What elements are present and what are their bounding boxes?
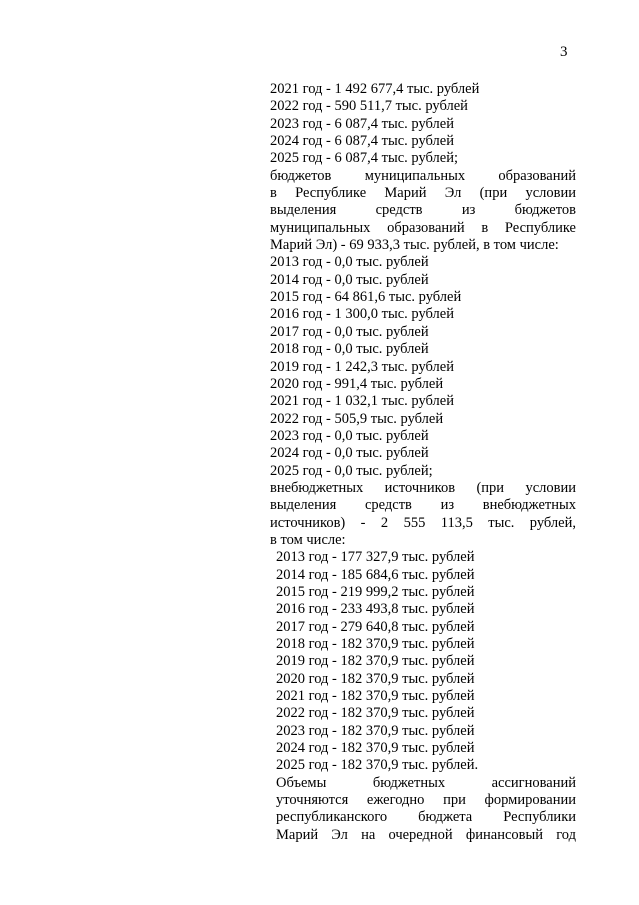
year-line: 2025 год - 182 370,9 тыс. рублей. xyxy=(276,757,479,774)
year-line: 2023 год - 0,0 тыс. рублей xyxy=(270,427,429,444)
paragraph-line: бюджетов муниципальных образований xyxy=(270,167,576,184)
year-line: 2016 год - 1 300,0 тыс. рублей xyxy=(270,306,454,323)
page-number: 3 xyxy=(560,44,568,60)
year-line: 2021 год - 182 370,9 тыс. рублей xyxy=(276,688,475,705)
paragraph-line: муниципальных образований в Республике xyxy=(270,219,576,236)
paragraph-line: Объемы бюджетных ассигнований xyxy=(276,774,576,791)
year-line: 2024 год - 182 370,9 тыс. рублей xyxy=(276,740,475,757)
year-line: 2017 год - 0,0 тыс. рублей xyxy=(270,323,429,340)
year-line: 2014 год - 185 684,6 тыс. рублей xyxy=(276,566,475,583)
year-line: 2014 год - 0,0 тыс. рублей xyxy=(270,271,429,288)
paragraph-line: Марий Эл на очередной финансовый год xyxy=(276,826,576,843)
year-line: 2013 год - 177 327,9 тыс. рублей xyxy=(276,549,475,566)
funding-text-column xyxy=(270,81,576,844)
municipal-budget-paragraph xyxy=(270,168,576,255)
year-line: 2017 год - 279 640,8 тыс. рублей xyxy=(276,618,475,635)
paragraph-line: в Республике Марий Эл (при условии xyxy=(270,185,576,202)
extrabudget-sources-paragraph xyxy=(270,480,576,549)
paragraph-line: внебюджетных источников (при условии xyxy=(270,479,576,496)
year-line: 2015 год - 219 999,2 тыс. рублей xyxy=(276,583,475,600)
paragraph-line: республиканского бюджета Республики xyxy=(276,809,576,826)
closing-paragraph xyxy=(270,775,576,844)
year-line: 2021 год - 1 492 677,4 тыс. рублей xyxy=(270,81,480,97)
paragraph-line: выделения средств из бюджетов xyxy=(270,202,576,219)
year-line: 2024 год - 0,0 тыс. рублей xyxy=(270,445,429,462)
republican-budget-years-list xyxy=(270,81,576,168)
paragraph-line: уточняются ежегодно при формировании xyxy=(276,792,576,809)
year-line: 2022 год - 505,9 тыс. рублей xyxy=(270,410,444,427)
year-line: 2023 год - 6 087,4 тыс. рублей xyxy=(270,115,454,132)
year-line: 2019 год - 1 242,3 тыс. рублей xyxy=(270,358,454,375)
year-line: 2024 год - 6 087,4 тыс. рублей xyxy=(270,133,454,150)
paragraph-line: в том числе: xyxy=(270,531,346,548)
year-line: 2016 год - 233 493,8 тыс. рублей xyxy=(276,601,475,618)
extrabudget-years-list xyxy=(270,549,576,774)
year-line: 2019 год - 182 370,9 тыс. рублей xyxy=(276,653,475,670)
year-line: 2015 год - 64 861,6 тыс. рублей xyxy=(270,289,462,306)
year-line: 2022 год - 590 511,7 тыс. рублей xyxy=(270,98,468,115)
year-line: 2025 год - 0,0 тыс. рублей; xyxy=(270,462,433,479)
municipal-budget-years-list xyxy=(270,254,576,479)
year-line: 2021 год - 1 032,1 тыс. рублей xyxy=(270,393,454,410)
year-line: 2020 год - 991,4 тыс. рублей xyxy=(270,375,444,392)
year-line: 2023 год - 182 370,9 тыс. рублей xyxy=(276,722,475,739)
year-line: 2018 год - 182 370,9 тыс. рублей xyxy=(276,636,475,652)
year-line: 2013 год - 0,0 тыс. рублей xyxy=(270,254,429,271)
year-line: 2020 год - 182 370,9 тыс. рублей xyxy=(276,670,475,687)
year-line: 2018 год - 0,0 тыс. рублей xyxy=(270,341,429,358)
year-line: 2022 год - 182 370,9 тыс. рублей xyxy=(276,705,475,722)
paragraph-line: Марий Эл) - 69 933,3 тыс. рублей, в том числе: xyxy=(270,237,559,254)
paragraph-line: источников) - 2 555 113,5 тыс. рублей, xyxy=(270,514,576,531)
year-line: 2025 год - 6 087,4 тыс. рублей; xyxy=(270,150,458,167)
paragraph-line: выделения средств из внебюджетных xyxy=(270,497,576,514)
